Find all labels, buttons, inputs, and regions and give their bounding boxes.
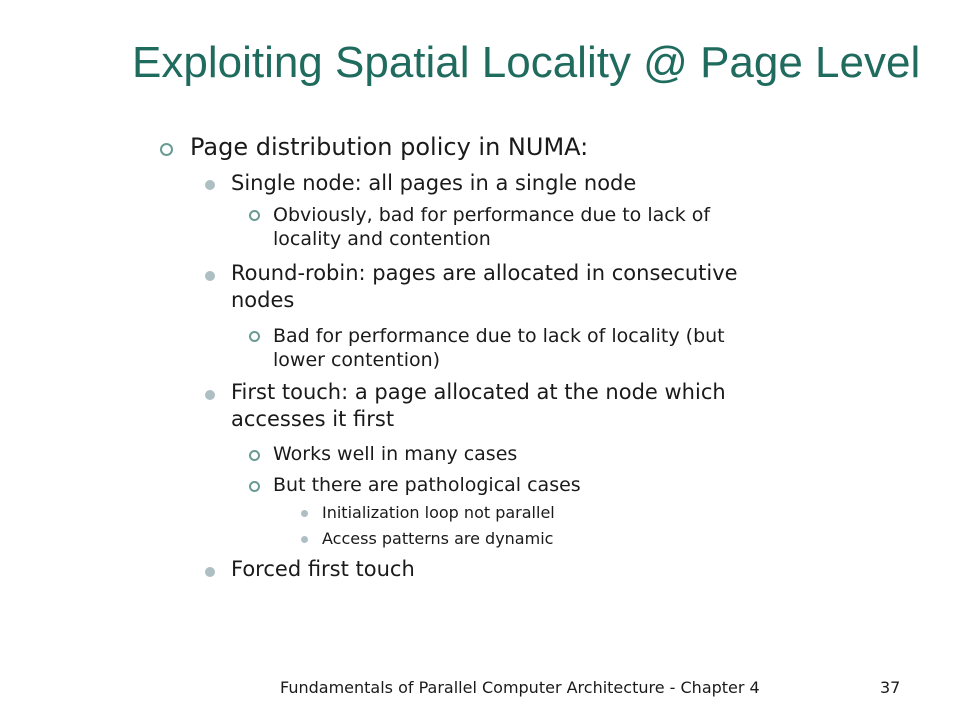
dot-bullet-icon (205, 390, 215, 400)
subitem-single-node-line1: Obviously, bad for performance due to lack of (273, 204, 711, 226)
ring-bullet-icon (249, 481, 260, 492)
dot-bullet-icon (205, 180, 215, 190)
slide-title: Exploiting Spatial Locality @ Page Level (132, 38, 921, 87)
item-first-touch-line1: First touch: a page allocated at the node which (231, 380, 726, 404)
item-first-touch-line2: accesses it first (231, 407, 395, 431)
item-single-node: Single node: all pages in a single node (231, 171, 637, 195)
case-init-loop: Initialization loop not parallel (322, 503, 555, 522)
subitem-round-robin-line2: lower contention) (273, 349, 441, 371)
ring-bullet-icon (249, 210, 260, 221)
ring-bullet-icon (249, 331, 260, 342)
ring-bullet-icon (160, 143, 173, 156)
ring-bullet-icon (249, 450, 260, 461)
dot-bullet-icon (205, 271, 215, 281)
item-round-robin-line1: Round-robin: pages are allocated in consecutive (231, 261, 738, 285)
dot-bullet-icon (205, 567, 215, 577)
dot-bullet-icon (301, 510, 308, 517)
page-number: 37 (880, 678, 901, 697)
slide-footer: Fundamentals of Parallel Computer Architecture - Chapter 4 (280, 678, 760, 697)
subitem-single-node-line2: locality and contention (273, 228, 491, 250)
subitem-round-robin-line1: Bad for performance due to lack of locality (but (273, 325, 725, 347)
subitem-pathological: But there are pathological cases (273, 474, 581, 496)
item-forced-first-touch: Forced first touch (231, 557, 415, 581)
case-access-patterns: Access patterns are dynamic (322, 529, 554, 548)
dot-bullet-icon (301, 536, 308, 543)
heading-numa-policy: Page distribution policy in NUMA: (190, 133, 589, 161)
item-round-robin-line2: nodes (231, 288, 295, 312)
subitem-works-well: Works well in many cases (273, 443, 518, 465)
